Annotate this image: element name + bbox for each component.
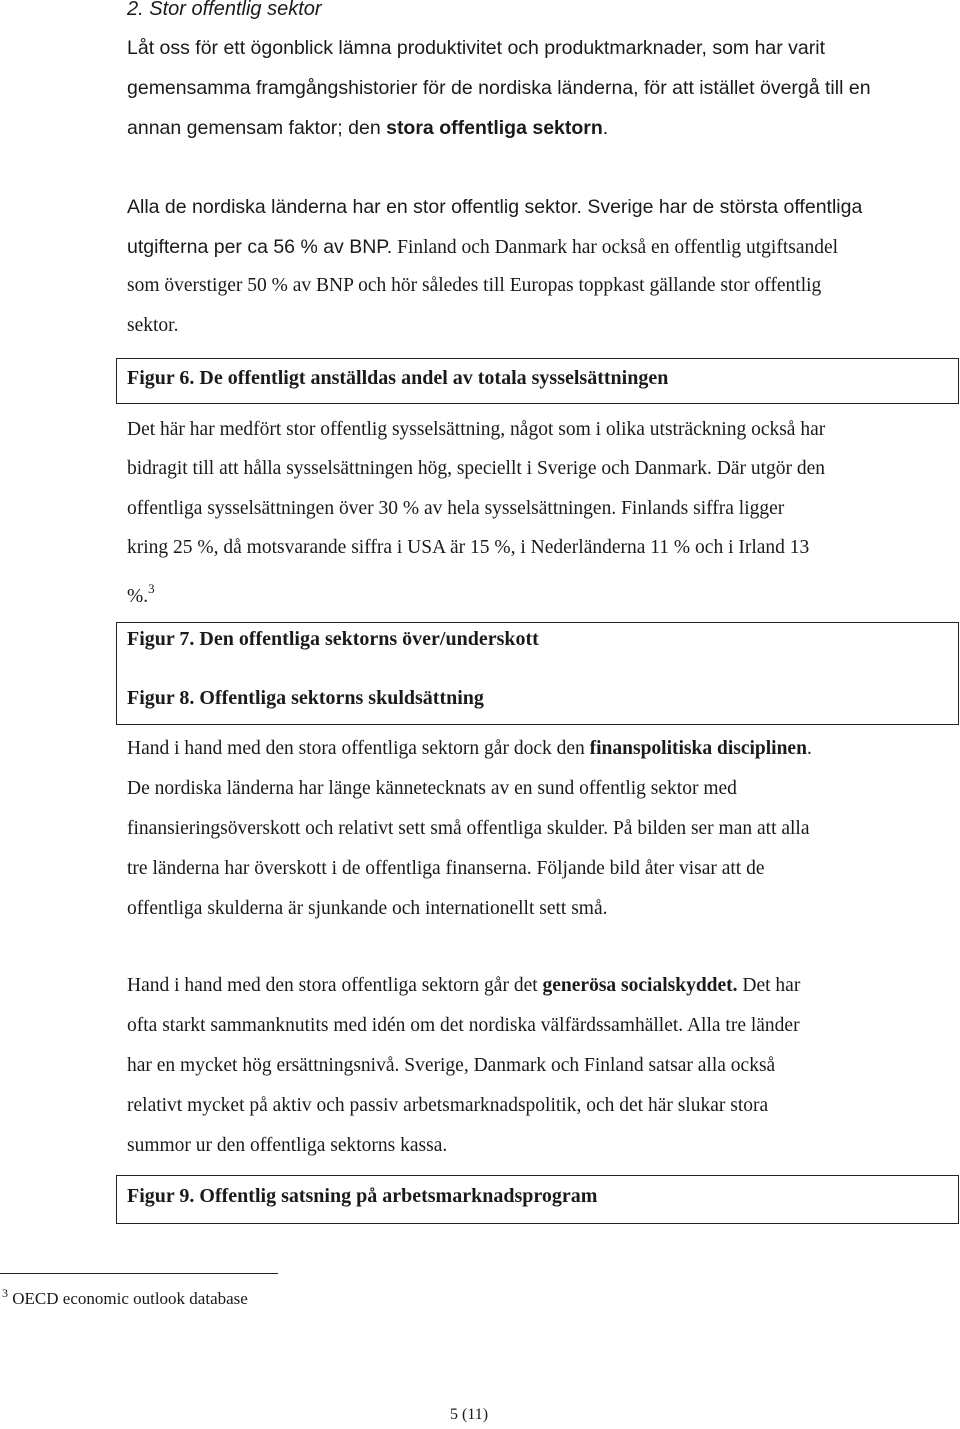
paragraph-2-line-4: sektor. [127, 315, 179, 336]
page-number: 5 (11) [450, 1406, 489, 1423]
figure-8-label: Figur 8. Offentliga sektorns skuldsättning [127, 687, 484, 709]
paragraph-3-line-5: %.$^3$ [127, 581, 155, 607]
paragraph-4-line-1: Hand i hand med den stora offentliga sektorn går dock den finanspolitiska disciplinen. [127, 738, 812, 759]
footnote-divider [0, 1273, 278, 1274]
section-heading: 2. Stor offentlig sektor [127, 0, 322, 20]
figure-6-label: Figur 6. De offentligt anställdas andel av totala sysselsättningen [127, 367, 669, 389]
paragraph-2-line-2: utgifterna per ca 56 % av BNP. Finland och Danmark har också en offentlig utgiftsandel [127, 236, 839, 258]
paragraph-1-line-1: Låt oss för ett ögonblick lämna produktivitet och produktmarknader, som har varit [127, 37, 826, 59]
paragraph-4-line-4: tre länderna har överskott i de offentliga finanserna. Följande bild åter visar att de [127, 858, 765, 879]
paragraph-4-line-5: offentliga skulderna är sjunkande och internationellt sett små. [127, 898, 608, 919]
highlight-generosa-socialskyddet: generösa socialskyddet. [542, 975, 738, 996]
paragraph-2-line-3: som överstiger 50 % av BNP och hör således till Europas toppkast gällande stor offentlig [127, 275, 822, 296]
paragraph-3-line-4: kring 25 %, då motsvarande siffra i USA är 15 %, i Nederländerna 11 % och i Irland 13 [127, 537, 810, 558]
paragraph-1-line-2: gemensamma framgångshistorier för de nordiska länderna, för att istället övergå till en [127, 77, 871, 99]
paragraph-4-line-3: finansieringsöverskott och relativt sett små offentliga skulder. På bilden ser man att alla [127, 818, 810, 839]
footnote-ref-3[interactable]: 3 [148, 581, 155, 596]
paragraph-5-line-2: ofta starkt sammanknutits med idén om det nordiska välfärdssamhället. Alla tre länder [127, 1015, 800, 1036]
paragraph-5-line-5: summor ur den offentliga sektorns kassa. [127, 1135, 448, 1156]
paragraph-5-line-4: relativt mycket på aktiv och passiv arbetsmarknadspolitik, och det här slukar stora [127, 1095, 769, 1116]
footnote [2, 1286, 248, 1309]
paragraph-4-line-2: De nordiska länderna har länge kännetecknats av en sund offentlig sektor med [127, 778, 737, 799]
paragraph-5-line-1: Hand i hand med den stora offentliga sektorn går det generösa socialskyddet. Det har [127, 975, 801, 996]
paragraph-3-line-1: Det här har medfört stor offentlig sysselsättning, något som i olika utsträckning också har [127, 419, 826, 440]
footnote-number: 3 [2, 1286, 8, 1300]
figure-9-label: Figur 9. Offentlig satsning på arbetsmarknadsprogram [127, 1185, 598, 1207]
paragraph-2-line-1: Alla de nordiska länderna har en stor offentlig sektor. Sverige har de största offentliga [127, 196, 863, 218]
highlight-finanspolitiska-disciplinen: finanspolitiska disciplinen [589, 738, 807, 759]
footnote-text: OECD economic outlook database [12, 1289, 248, 1308]
paragraph-3-line-3: offentliga sysselsättningen över 30 % av hela sysselsättningen. Finlands siffra ligger [127, 498, 785, 519]
highlight-stora-offentliga-sektorn: stora offentliga sektorn [386, 117, 603, 139]
paragraph-5-line-3: har en mycket hög ersättningsnivå. Sverige, Danmark och Finland satsar alla också [127, 1055, 776, 1076]
paragraph-3-line-2: bidragit till att hålla sysselsättningen hög, speciellt i Sverige och Danmark. Där utgör den [127, 458, 826, 479]
paragraph-1-line-3: annan gemensam faktor; den stora offentliga sektorn. [127, 117, 609, 139]
figure-7-label: Figur 7. Den offentliga sektorns över/underskott [127, 628, 539, 650]
